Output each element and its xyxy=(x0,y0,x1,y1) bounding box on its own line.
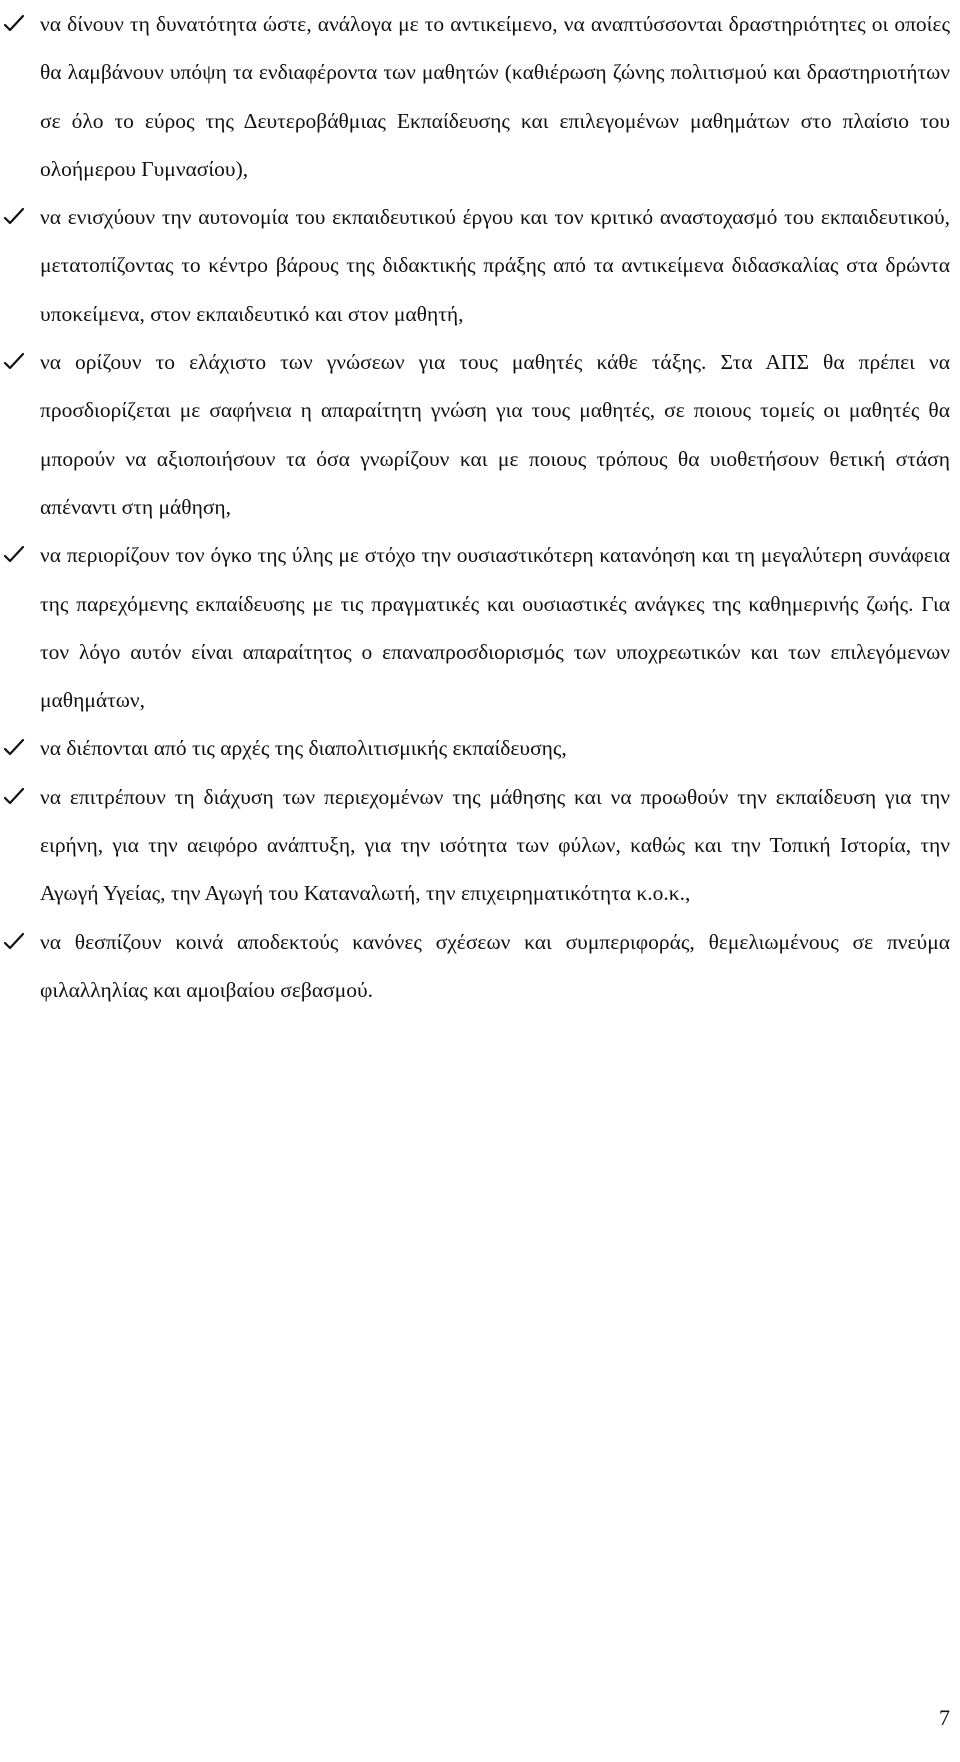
list-item-text: να δίνουν τη δυνατότητα ώστε, ανάλογα με το αντικείμενο, να αναπτύσσονται δραστηριότητες οι οποίες θα λαμβάνουν υπόψη τα ενδιαφέροντα των μαθητών (καθιέρωση ζώνης πολιτισμού και δραστηριοτήτων σε όλο το εύρος της Δευτεροβάθμιας Εκπαίδευσης και επιλεγομένων μαθημάτων στο πλαίσιο του ολοήμερου Γυμνασίου), xyxy=(40,12,950,181)
checkmark-icon xyxy=(3,531,29,579)
list-item xyxy=(0,531,960,724)
list-item xyxy=(0,193,960,338)
list-item xyxy=(0,338,960,531)
checkmark-icon xyxy=(3,338,29,386)
page-number: 7 xyxy=(939,1705,950,1730)
checkmark-icon xyxy=(3,724,29,772)
list-item-text: να ενισχύουν την αυτονομία του εκπαιδευτικού έργου και τον κριτικό αναστοχασμό του εκπαιδευτικού, μετατοπίζοντας το κέντρο βάρους της διδακτικής πράξης από τα αντικείμενα διδασκαλίας στα δρώντα υποκείμενα, στον εκπαιδευτικό και στον μαθητή, xyxy=(40,205,950,326)
list-item-text: να ορίζουν το ελάχιστο των γνώσεων για τους μαθητές κάθε τάξης. Στα ΑΠΣ θα πρέπει να προσδιορίζεται με σαφήνεια η απαραίτητη γνώση για τους μαθητές, σε ποιους τομείς οι μαθητές θα μπορούν να αξιοποιήσουν τα όσα γνωρίζουν και με ποιους τρόπους θα υιοθετήσουν θετική στάση απέναντι στη μάθηση, xyxy=(40,350,950,519)
list-item-text: να θεσπίζουν κοινά αποδεκτούς κανόνες σχέσεων και συμπεριφοράς, θεμελιωμένους σε πνεύμα φιλαλληλίας και αμοιβαίου σεβασμού. xyxy=(40,929,950,1002)
list-item xyxy=(0,918,960,1015)
list-item xyxy=(0,773,960,918)
list-item xyxy=(0,0,960,193)
list-item-text: να περιορίζουν τον όγκο της ύλης με στόχο την ουσιαστικότερη κατανόηση και τη μεγαλύτερη συνάφεια της παρεχόμενης εκπαίδευσης με τις πραγματικές και ουσιαστικές ανάγκες της καθημερινής ζωής. Για τον λόγο αυτόν είναι απαραίτητος ο επαναπροσδιορισμός των υποχρεωτικών και των επιλεγόμενων μαθημάτων, xyxy=(40,543,950,713)
list-item xyxy=(0,724,960,772)
checkmark-icon xyxy=(3,918,29,966)
checkmark-icon xyxy=(3,193,29,241)
checkmark-icon xyxy=(3,773,29,821)
checkmark-icon xyxy=(3,0,29,48)
list-item-text: να επιτρέπουν τη διάχυση των περιεχομένων της μάθησης και να προωθούν την εκπαίδευση για την ειρήνη, για την αειφόρο ανάπτυξη, για την ισότητα των φύλων, καθώς και την Τοπική Ιστορία, την Αγωγή Υγείας, την Αγωγή του Καταναλωτή, την επιχειρηματικότητα κ.ο.κ., xyxy=(40,784,950,906)
list-item-text: να διέπονται από τις αρχές της διαπολιτισμικής εκπαίδευσης, xyxy=(40,736,567,761)
